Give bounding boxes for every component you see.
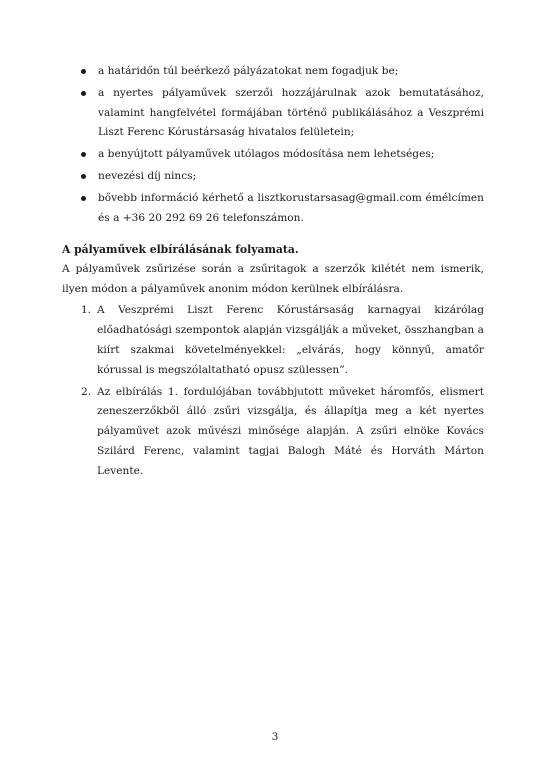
item-number: 1. [81,304,92,317]
bullet-text: a benyújtott pályaművek utólagos módosítása nem lehetséges; [98,148,435,161]
bullet-item [74,145,484,165]
bullet-text: nevezési díj nincs; [98,169,197,182]
evaluation-section [62,240,484,484]
bullet-marker [81,196,86,201]
bullet-item [74,84,484,143]
page-number: 3 [271,731,279,743]
section-intro-paragraph: A pályaművek zsűrizése során a zsűritagok a szerzők kilétét nem ismerik, ilyen módon a pályaművek anonim módon kerülnek elbírálásra. [62,262,484,295]
bullet-item [74,167,484,187]
bullet-marker [81,174,86,179]
bullet-item [74,189,484,229]
item-number: 2. [81,385,92,398]
item-text: A Veszprémi Liszt Ferenc Kórustársaság karnagyai kizárólag előadhatósági szempontok alapján vizsgálják a műveket, összhangban a kiírt szakmai követelményekkel: „elvárás, hogy könnyű, amatőr kórussal is megszólaltatható opusz szülessen”. [97,304,484,376]
bullet-text: bővebb információ kérhető a lisztkorustarsasag@gmail.com émélcímen és a +36 20 292 69 26 telefonszámon. [98,191,484,224]
section-heading: A pályaművek elbírálásának folyamata. [62,243,299,256]
conditions-bullet-list [74,62,484,230]
bullet-marker [81,69,86,74]
evaluation-steps-list [62,301,484,481]
bullet-marker [81,152,86,157]
bullet-text: a nyertes pályaművek szerzői hozzájárulnak azok bemutatásához, valamint hangfelvétel formájában történő publikálásához a Veszprémi Liszt Ferenc Kórustársaság hivatalos felületein; [98,86,484,139]
numbered-item [62,383,484,482]
numbered-item [62,301,484,380]
item-text: Az elbírálás 1. fordulójában továbbjutott műveket háromfős, elismert zeneszerzőkből álló zsűri vizsgálja, és állapítja meg a két nyertes pályaművet azok művészi minősége alapján. A zsűri elnöke Kovács Szilárd Ferenc, valamint tagjai Balogh Máté és Horváth Márton Levente. [97,385,484,477]
bullet-marker [81,91,86,96]
bullet-text: a határidőn túl beérkező pályázatokat nem fogadjuk be; [98,65,399,77]
bullet-item [74,62,484,82]
